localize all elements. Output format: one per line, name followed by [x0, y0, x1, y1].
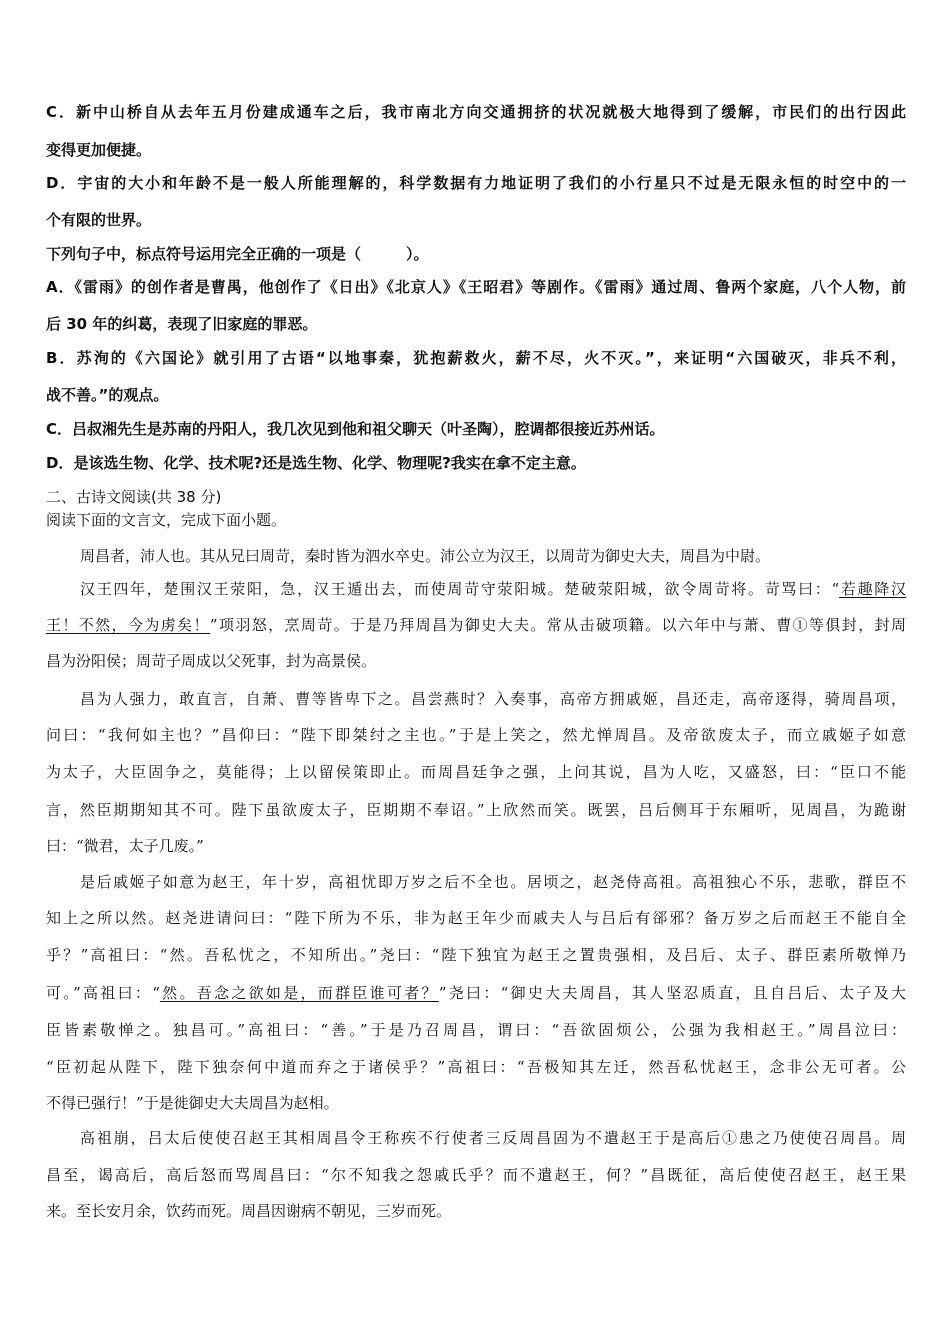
punct-option-b-line-1: B．苏洵的《六国论》就引用了古语“以地事秦，犹抱薪救火，薪不尽，火不灭。”，来证明“六国破灭，非兵不利， — [46, 349, 906, 367]
section-heading: 二、古诗文阅读(共 38 分) — [46, 488, 222, 506]
punct-option-a-line-2: 后 30 年的纠葛，表现了旧家庭的罪恶。 — [46, 315, 318, 333]
punct-option-b-line-2: 战不善。”的观点。 — [46, 386, 169, 404]
passage-p3-line-4: 言，然臣期期知其不可。陛下虽欲废太子，臣期期不奉诏。”上欣然而笑。既罢，吕后侧耳于东厢听，见周昌，为跪谢 — [46, 801, 906, 819]
punct-option-c: C．吕叔湘先生是苏南的丹阳人，我几次见到他和祖父聊天（叶圣陶），腔调都很接近苏州话。 — [46, 420, 665, 438]
underlined-sentence-2: 然。吾念之欲如是，而群臣谁可者？ — [159, 984, 439, 1002]
prev-option-d-line-1: D．宇宙的大小和年龄不是一般人所能理解的，科学数据有力地证明了我们的小行星只不过是无限永恒的时空中的一 — [46, 174, 906, 192]
punct-question-stem: 下列句子中，标点符号运用完全正确的一项是（ ）。 — [46, 245, 429, 263]
passage-p4-line-2: 知上之所以然。赵尧进请问曰：“陛下所为不乐，非为赵王年少而戚夫人与吕后有郤邪？备万岁之后而赵王不能自全 — [46, 909, 906, 927]
passage-p4-line-4: 可。”高祖曰：“然。吾念之欲如是，而群臣谁可者？”尧曰：“御史大夫周昌，其人坚忍质直，且自吕后、太子及大 — [46, 984, 906, 1002]
passage-p2-line-2: 王！不然，今为虏矣！”项羽怒，烹周苛。于是乃拜周昌为御史大夫。常从击破项籍。以六年中与萧、曹①等俱封，封周 — [46, 616, 906, 634]
passage-p3-line-2: 问曰：“我何如主也？”昌仰曰：“陛下即桀纣之主也。”于是上笑之，然尤惮周昌。及帝欲废太子，而立戚姬子如意 — [46, 726, 906, 744]
passage-p4-line-7: 不得已强行！”于是徙御史大夫周昌为赵相。 — [46, 1094, 339, 1112]
passage-p5-line-3: 来。至长安月余，饮药而死。周昌因谢病不朝见，三岁而死。 — [46, 1202, 452, 1220]
punct-option-a-line-1: A．《雷雨》的创作者是曹禺，他创作了《日出》《北京人》《王昭君》等剧作。《雷雨》通过周、鲁两个家庭，八个人物，前 — [46, 278, 906, 296]
passage-p4-line-5: 臣皆素敬惮之。独昌可。”高祖曰：“善。”于是乃召周昌，谓曰：“吾欲固烦公，公强为我相赵王。”周昌泣曰： — [46, 1021, 906, 1039]
passage-p2-line-1: 汉王四年，楚围汉王荥阳，急，汉王遁出去，而使周苛守荥阳城。楚破荥阳城，欲令周苛将。苛骂曰：“若趣降汉 — [80, 580, 906, 598]
passage-p4-line-6: “臣初起从陛下，陛下独奈何中道而弃之于诸侯乎？”高祖曰：“吾极知其左迁，然吾私忧赵王，念非公无可者。公 — [46, 1058, 906, 1076]
punct-option-d: D．是该选生物、化学、技术呢?还是选生物、化学、物理呢?我实在拿不定主意。 — [46, 454, 586, 472]
underlined-sentence-1b: 王！不然，今为虏矣！ — [46, 616, 210, 634]
passage-p4-line-3: 乎？”高祖曰：“然。吾私忧之，不知所出。”尧曰：“陛下独宜为赵王之置贵强相，及吕后、太子、群臣素所敬惮乃 — [46, 946, 906, 964]
prev-option-c-line-1: C．新中山桥自从去年五月份建成通车之后，我市南北方向交通拥挤的状况就极大地得到了缓解，市民们的出行因此 — [46, 103, 906, 121]
passage-p4-line-1: 是后戚姬子如意为赵王，年十岁，高祖忧即万岁之后不全也。居顷之，赵尧侍高祖。高祖独心不乐，悲歌，群臣不 — [80, 873, 906, 891]
section-instruction: 阅读下面的文言文，完成下面小题。 — [46, 511, 287, 529]
passage-p1: 周昌者，沛人也。其从兄曰周苛，秦时皆为泗水卒史。沛公立为汉王，以周苛为御史大夫，周昌为中尉。 — [80, 547, 771, 565]
prev-option-d-line-2: 个有限的世界。 — [46, 211, 152, 229]
passage-p3-line-1: 昌为人强力，敢直言，自萧、曹等皆卑下之。昌尝燕时？入奏事，高帝方拥戚姬，昌还走，高帝逐得，骑周昌项， — [80, 690, 906, 708]
underlined-sentence-1a: 若趣降汉 — [839, 580, 906, 598]
passage-p3-line-5: 曰：“微君，太子几废。” — [46, 837, 204, 855]
passage-p3-line-3: 为太子，大臣固争之，莫能得；上以留侯策即止。而周昌廷争之强，上问其说，昌为人吃，又盛怒，曰：“臣口不能 — [46, 763, 906, 781]
passage-p2-line-3: 昌为汾阳侯；周苛子周成以父死事，封为高景侯。 — [46, 652, 377, 670]
prev-option-c-line-2: 变得更加便捷。 — [46, 141, 152, 159]
passage-p5-line-2: 昌至，谒高后，高后怒而骂周昌曰：“尔不知我之怨戚氏乎？而不遣赵王，何？”昌既征，高后使使召赵王，赵王果 — [46, 1166, 906, 1184]
passage-p5-line-1: 高祖崩，吕太后使使召赵王其相周昌令王称疾不行使者三反周昌固为不遣赵王于是高后①患之乃使使召周昌。周 — [80, 1129, 906, 1147]
